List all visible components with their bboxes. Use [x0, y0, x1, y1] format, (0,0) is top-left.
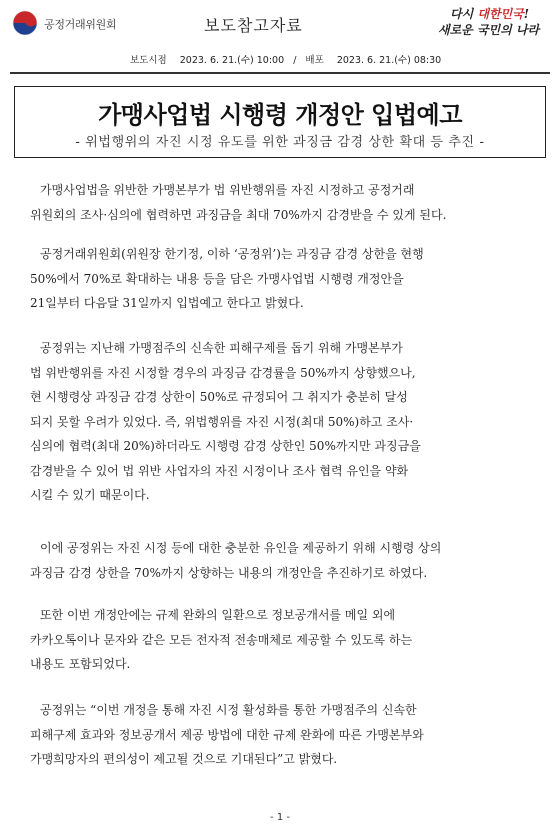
- paragraph-5: [30, 603, 546, 677]
- title-box: [14, 86, 546, 158]
- paragraph-line: 공정위는 “이번 개정을 통해 자진 시정 활성화를 통한 가맹점주의 신속한: [40, 703, 417, 717]
- paragraph-line: 21일부터 다음달 31일까지 입법예고 한다고 밝혔다.: [30, 296, 304, 310]
- release-dateline: [130, 52, 441, 66]
- header-divider: [10, 72, 550, 74]
- release-label: 배포: [305, 55, 324, 66]
- paragraph-line: 이에 공정위는 자진 시정 등에 대한 충분한 유인을 제공하기 위해 시행령 상의: [40, 541, 442, 555]
- page-title: 가맹사업법 시행령 개정안 입법예고: [98, 101, 462, 129]
- paragraph-line: 과징금 감경 상한을 70%까지 상향하는 내용의 개정안을 추진하기로 하였다.: [30, 565, 428, 580]
- paragraph-line: 시킬 수 있기 때문이다.: [30, 488, 150, 502]
- paragraph-line: 법 위반행위를 자진 시정할 경우의 과징금 감경률을 50%까지 상향했으나,: [30, 365, 416, 380]
- page-number: - 1 -: [270, 812, 290, 823]
- paragraph-6: [30, 698, 546, 772]
- paragraph-line: 되지 못할 우려가 있었다. 즉, 위법행위를 자진 시정(최대 50%)하고 조사·: [30, 414, 414, 429]
- paragraph-line: 가맹희망자의 편의성이 제고될 것으로 기대된다”고 밝혔다.: [30, 752, 338, 766]
- org-name: 공정거래위원회: [44, 18, 117, 31]
- paragraph-1: [30, 178, 546, 227]
- paragraph-line: 심의에 협력(최대 20%)하더라도 시행령 감경 상한인 50%까지만 과징금을: [30, 439, 421, 453]
- ftc-logo: [8, 8, 158, 38]
- paragraph-line: 카카오톡이나 문자와 같은 모든 전자적 전송매체로 제공할 수 있도록 하는: [30, 632, 413, 647]
- header: [8, 6, 552, 40]
- paragraph-line: 가맹사업법을 위반한 가맹본부가 법 위반행위를 자진 시정하고 공정거래: [40, 183, 415, 197]
- paragraph-line: 감경받을 수 있어 법 위반 사업자의 자진 시정이나 조사 협력 유인을 약화: [30, 463, 409, 478]
- slogan-line-1: 다시 대한민국!: [450, 7, 530, 21]
- paragraph-line: 50%에서 70%로 확대하는 내용 등을 담은 가맹사업법 시행령 개정안을: [30, 271, 404, 286]
- release-time: 2023. 6. 21.(수) 08:30: [336, 55, 442, 66]
- paragraph-line: 또한 이번 개정안에는 규제 완화의 일환으로 정보공개서를 메일 외에: [40, 608, 396, 622]
- paragraph-2: [30, 242, 546, 316]
- paragraph-line: 공정거래위원회(위원장 한기정, 이하 ‘공정위’)는 과징금 감경 상한을 현행: [40, 247, 424, 261]
- paragraph-line: 공정위는 지난해 가맹점주의 신속한 피해구제를 돕기 위해 가맹본부가: [40, 341, 403, 355]
- paragraph-3: [30, 336, 546, 508]
- paragraph-line: 피해구제 효과와 정보공개서 제공 방법에 대한 규제 완화에 따른 가맹본부와: [30, 727, 424, 742]
- dateline-separator: /: [293, 55, 297, 66]
- paragraph-line: 내용도 포함되었다.: [30, 657, 131, 671]
- doc-type-label: 보도참고자료: [204, 16, 303, 35]
- paragraph-4: [30, 536, 546, 585]
- embargo-label: 보도시점: [130, 55, 167, 66]
- slogan-line-2: 새로운 국민의 나라: [438, 23, 540, 37]
- paragraph-line: 위원회의 조사·심의에 협력하면 과징금을 최대 70%까지 감경받을 수 있게 된다.: [30, 207, 447, 222]
- embargo-time: 2023. 6. 21.(수) 10:00: [179, 55, 285, 66]
- page-subtitle: - 위법행위의 자진 시정 유도를 위한 과징금 감경 상한 확대 등 추진 -: [75, 135, 485, 150]
- government-slogan: [426, 6, 546, 40]
- paragraph-line: 현 시행령상 과징금 감경 상한이 50%로 규정되어 그 취지가 충분히 달성: [30, 390, 408, 404]
- korea-emblem-icon: [12, 10, 38, 36]
